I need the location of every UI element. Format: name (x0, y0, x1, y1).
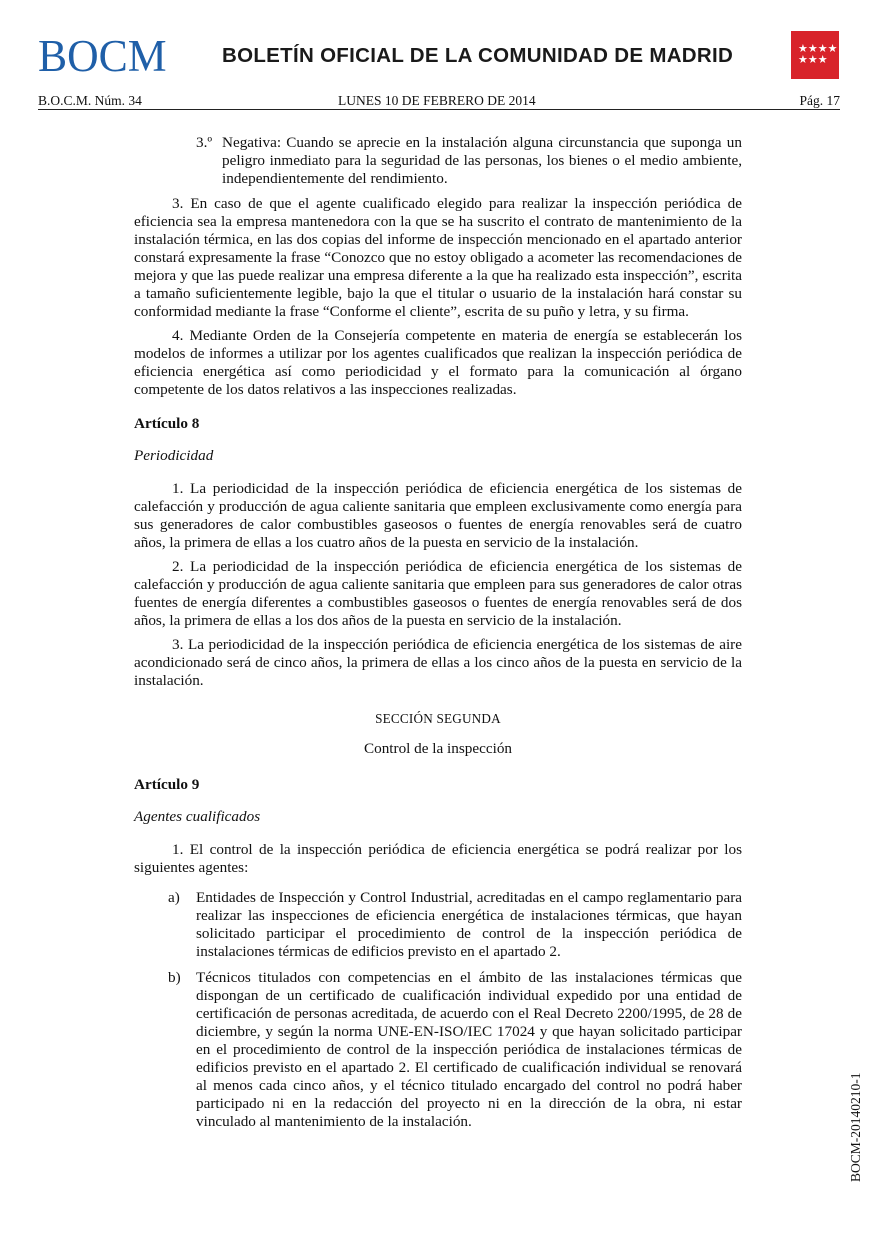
document-body (134, 134, 742, 1131)
list-item-a (134, 889, 742, 961)
svg-text:★★★★: ★★★★ (798, 42, 838, 55)
issue-number: B.O.C.M. Núm. 34 (38, 93, 142, 108)
article-9-title: Artículo 9 (134, 776, 200, 793)
issue-info-row (38, 93, 840, 109)
bocm-logo: BOCM (38, 31, 167, 81)
article-8-paragraph-3: 3. La periodicidad de la inspección periódica de eficiencia energética de los sistemas de aire acondicionado será de cinco años, la primera de ellas a los cinco años de la puesta en servicio de la instalación. (134, 636, 742, 689)
paragraph-4: 4. Mediante Orden de la Consejería competente en materia de energía se establecerán los modelos de informes a utilizar por los agentes cualificados que realizan la inspección periódica de eficiencia energética así como periodicidad y el formato para la comunicación al órgano competente de los datos relativos a las inspecciones realizadas. (134, 327, 742, 398)
section-title: Control de la inspección (363, 740, 513, 757)
list-item-b-text: Técnicos titulados con competencias en el ámbito de las instalaciones térmicas que dispongan de un certificado de cualificación individual expedido por una entidad de certificación de personas acreditada, de acuerdo con el Real Decreto 2200/1995, de 28 de diciembre, y según la norma UNE-EN-ISO/IEC 17024 y que hayan solicitado participar en el procedimiento de control de la inspección periódica de instalaciones térmicas de edificios previsto en el apartado 2. El certificado de cualificación individual se renovará al menos cada cinco años, y el técnico titulado encargado del control no podrá haber participado ni en la redacción del proyecto ni en la dirección de la obra, ni estar vinculado al mantenimiento de la instalación. (196, 969, 742, 1130)
negative-item-number: 3.º (196, 134, 213, 151)
article-8-paragraph-2: 2. La periodicidad de la inspección periódica de eficiencia energética de los sistemas de calefacción y producción de agua caliente sanitaria que empleen para sus generadores de calor otras fuentes de energía diferentes a combustibles gaseosos o fuentes de energía renovables será de dos años, la primera de ellas a los dos años de la puesta en servicio de la instalación. (134, 558, 742, 629)
paragraph-3: 3. En caso de que el agente cualificado elegido para realizar la inspección periódica de eficiencia sea la empresa mantenedora con la que se ha suscrito el contrato de mantenimiento de la instalación térmica, en las dos copias del informe de inspección mencionado en el apartado anterior constará expresamente la frase “Conozco que no estoy obligado a acometer las recomendaciones de mejora y que las puede realizar una empresa diferente a la que ha realizado esta inspección”, escrita a tamaño suficientemente legible, bajo la que el titular o usuario de la instalación hará constar su conformidad mediante la frase “Conforme el cliente”, escrita de su puño y letra, y su firma. (134, 195, 742, 320)
list-item-a-label: a) (168, 889, 180, 906)
article-8-subtitle: Periodicidad (134, 447, 214, 464)
article-9-paragraph-1: 1. El control de la inspección periódica de eficiencia energética se podrá realizar por los siguientes agentes: (134, 841, 742, 876)
list-item-a-text: Entidades de Inspección y Control Industrial, acreditadas en el campo reglamentario para realizar las inspecciones de eficiencia energética de instalaciones térmicas, que hayan solicitado participar el procedimiento de control de la inspección periódica de instalaciones térmicas de edificios previsto en el apartado 2. (196, 889, 742, 960)
issue-date: LUNES 10 DE FEBRERO DE 2014 (338, 93, 536, 108)
article-8-paragraph-1: 1. La periodicidad de la inspección periódica de eficiencia energética de los sistemas de calefacción y producción de agua caliente sanitaria que empleen exclusivamente como energía para sus generadores de calor combustibles gaseosos o fuentes de energía renovables será de cuatro años, la primera de ellas a los cuatro años de la puesta en servicio de la instalación. (134, 480, 742, 551)
svg-text:★★★: ★★★ (798, 53, 828, 66)
document-code: BOCM-20140210-1 (848, 1072, 863, 1182)
header-rule (38, 109, 840, 110)
section-heading: SECCIÓN SEGUNDA (375, 711, 501, 726)
negative-item-text: Negativa: Cuando se aprecie en la instalación alguna circunstancia que suponga un peligro inmediato para la seguridad de las personas, los bienes o el medio ambiente, independientemente del rendimiento. (222, 134, 742, 187)
publication-title: BOLETÍN OFICIAL DE LA COMUNIDAD DE MADRID (222, 44, 734, 67)
article-8-title: Artículo 8 (134, 415, 200, 432)
page-number: Pág. 17 (799, 93, 840, 108)
list-item-b-label: b) (168, 969, 181, 986)
negative-item (196, 134, 742, 188)
article-9-subtitle: Agentes cualificados (134, 808, 261, 825)
list-item-b (134, 969, 742, 1131)
madrid-flag-icon (791, 31, 839, 79)
